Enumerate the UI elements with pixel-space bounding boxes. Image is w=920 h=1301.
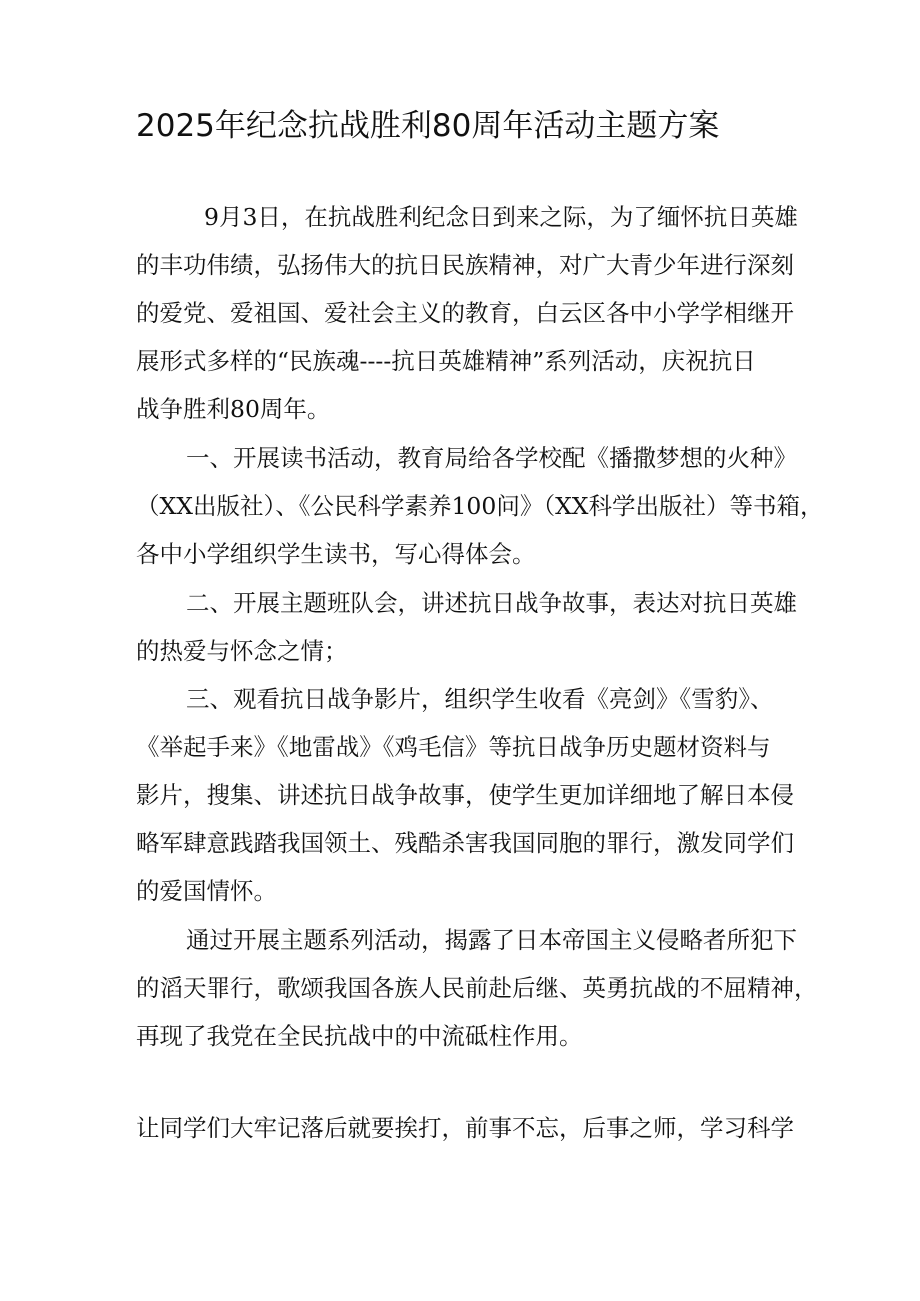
paragraph-line: 的热爱与怀念之情； [136,637,348,665]
paragraph-line: 9月3日，在抗战胜利纪念日到来之际，为了缅怀抗日英雄 [204,203,798,231]
paragraph-item-two [136,579,797,675]
paragraph-line: 展形式多样的“民族魂----抗日英雄精神”系列活动，庆祝抗日 [136,347,756,375]
paragraph-line: （XX出版社）、《公民科学素养100问》（XX科学出版社）等书箱， [136,492,824,520]
paragraph-item-three [136,675,794,915]
paragraph-line: 《举起手来》《地雷战》《鸡毛信》等抗日战争历史题材资料与 [136,733,771,761]
paragraph-line: 的爱国情怀。 [136,877,277,905]
paragraph-line: 的爱党、爱祖国、爱社会主义的教育，白云区各中小学学相继开 [136,299,794,327]
paragraph-line: 二、开展主题班队会，讲述抗日战争故事，表达对抗日英雄 [186,589,797,617]
paragraph-line: 各中小学组织学生读书，写心得体会。 [136,540,536,568]
paragraph-line: 一、开展读书活动，教育局给各学校配《播撒梦想的火种》 [186,444,797,472]
paragraph-line: 影片，搜集、讲述抗日战争故事，使学生更加详细地了解日本侵 [136,781,794,809]
paragraph-line: 的丰功伟绩，弘扬伟大的抗日民族精神，对广大青少年进行深刻 [136,251,794,279]
paragraph-line: 再现了我党在全民抗战中的中流砥柱作用。 [136,1022,583,1050]
paragraph-line: 战争胜利80周年。 [136,395,331,423]
paragraph-line: 通过开展主题系列活动，揭露了日本帝国主义侵略者所犯下 [186,926,797,954]
document-title: 2025年纪念抗战胜利80周年活动主题方案 [136,108,720,144]
paragraph-line: 略军肆意践踏我国领土、残酷杀害我国同胞的罪行，激发同学们 [136,829,794,857]
paragraph-summary [136,916,818,1060]
paragraph-line: 三、观看抗日战争影片，组织学生收看《亮剑》《雪豹》、 [186,685,774,713]
paragraph-closing [136,1104,794,1152]
paragraph-line: 的滔天罪行，歌颂我国各族人民前赴后继、英勇抗战的不屈精神， [136,974,818,1002]
paragraph-item-one [136,434,824,578]
paragraph-line: 让同学们大牢记落后就要挨打，前事不忘，后事之师，学习科学 [136,1114,794,1142]
paragraph-intro [136,193,798,433]
